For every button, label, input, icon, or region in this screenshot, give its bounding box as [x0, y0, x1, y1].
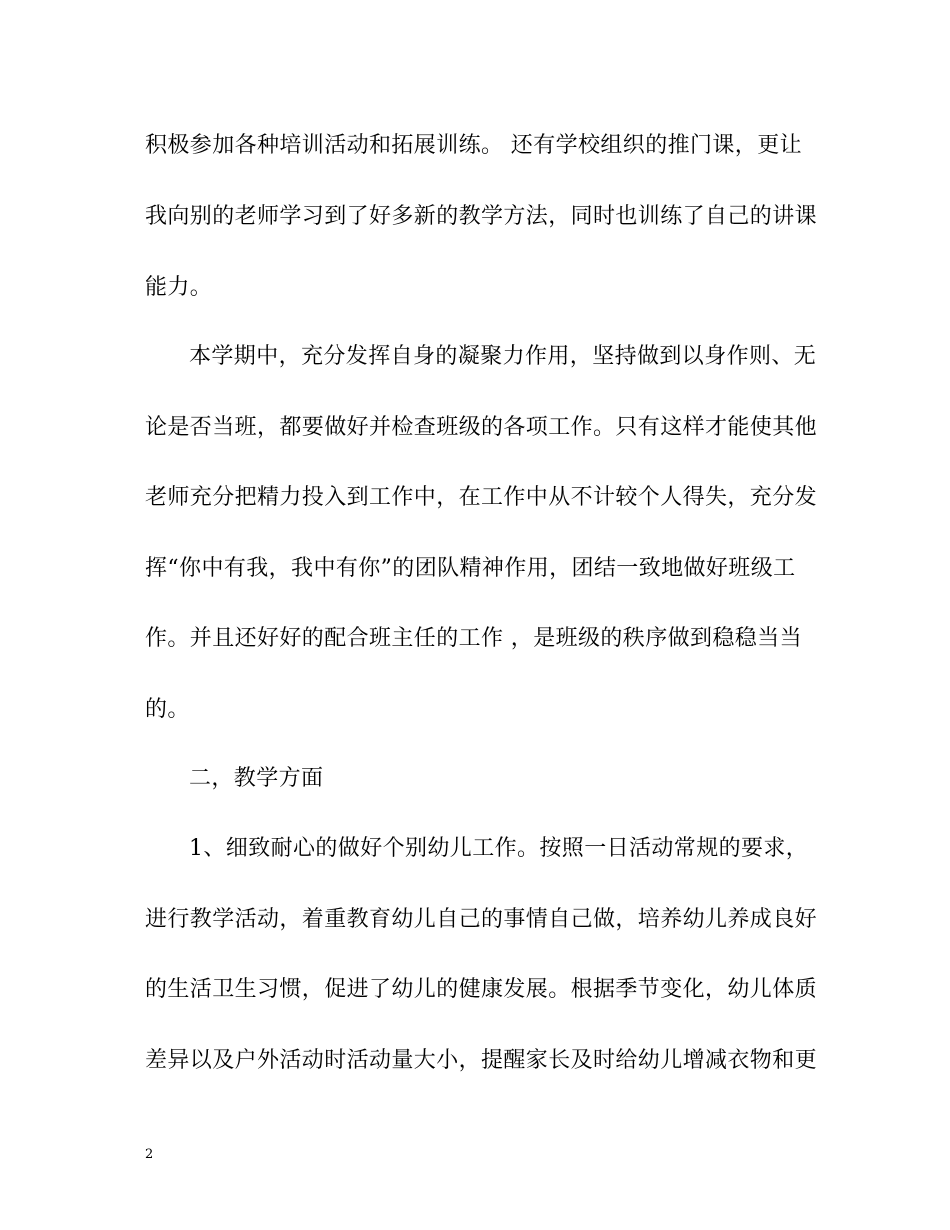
section-heading: 二，教学方面 [189, 766, 324, 791]
text-line: 积极参加各种培训活动和拓展训练。 还有学校组织的推门课，更让 [145, 133, 802, 158]
text-line: 1、细致耐心的做好个别幼儿工作。按照一日活动常规的要求， [189, 836, 809, 861]
text-line: 进行教学活动，着重教育幼儿自己的事情自己做，培养幼儿养成良好 [145, 907, 818, 932]
text-line: 差异以及户外活动时活动量大小，提醒家长及时给幼儿增减衣物和更 [145, 1048, 818, 1073]
text-line: 我向别的老师学习到了好多新的教学方法，同时也训练了自己的讲课 [145, 204, 818, 229]
page-number: 2 [145, 1147, 154, 1162]
text-line: 作。并且还好好的配合班主任的工作 ，是班级的秩序做到稳稳当当 [145, 626, 802, 651]
text-line: 挥“你中有我，我中有你”的团队精神作用，团结一致地做好班级工 [145, 556, 796, 581]
text-line: 能力。 [145, 275, 213, 300]
text-line: 的。 [145, 697, 190, 722]
text-line: 老师充分把精力投入到工作中，在工作中从不计较个人得失，充分发 [145, 485, 818, 510]
text-line: 的生活卫生习惯，促进了幼儿的健康发展。根据季节变化，幼儿体质 [145, 977, 818, 1002]
text-line: 本学期中，充分发挥自身的凝聚力作用，坚持做到以身作则、无 [189, 344, 817, 369]
text-line: 论是否当班，都要做好并检查班级的各项工作。只有这样才能使其他 [145, 415, 818, 440]
